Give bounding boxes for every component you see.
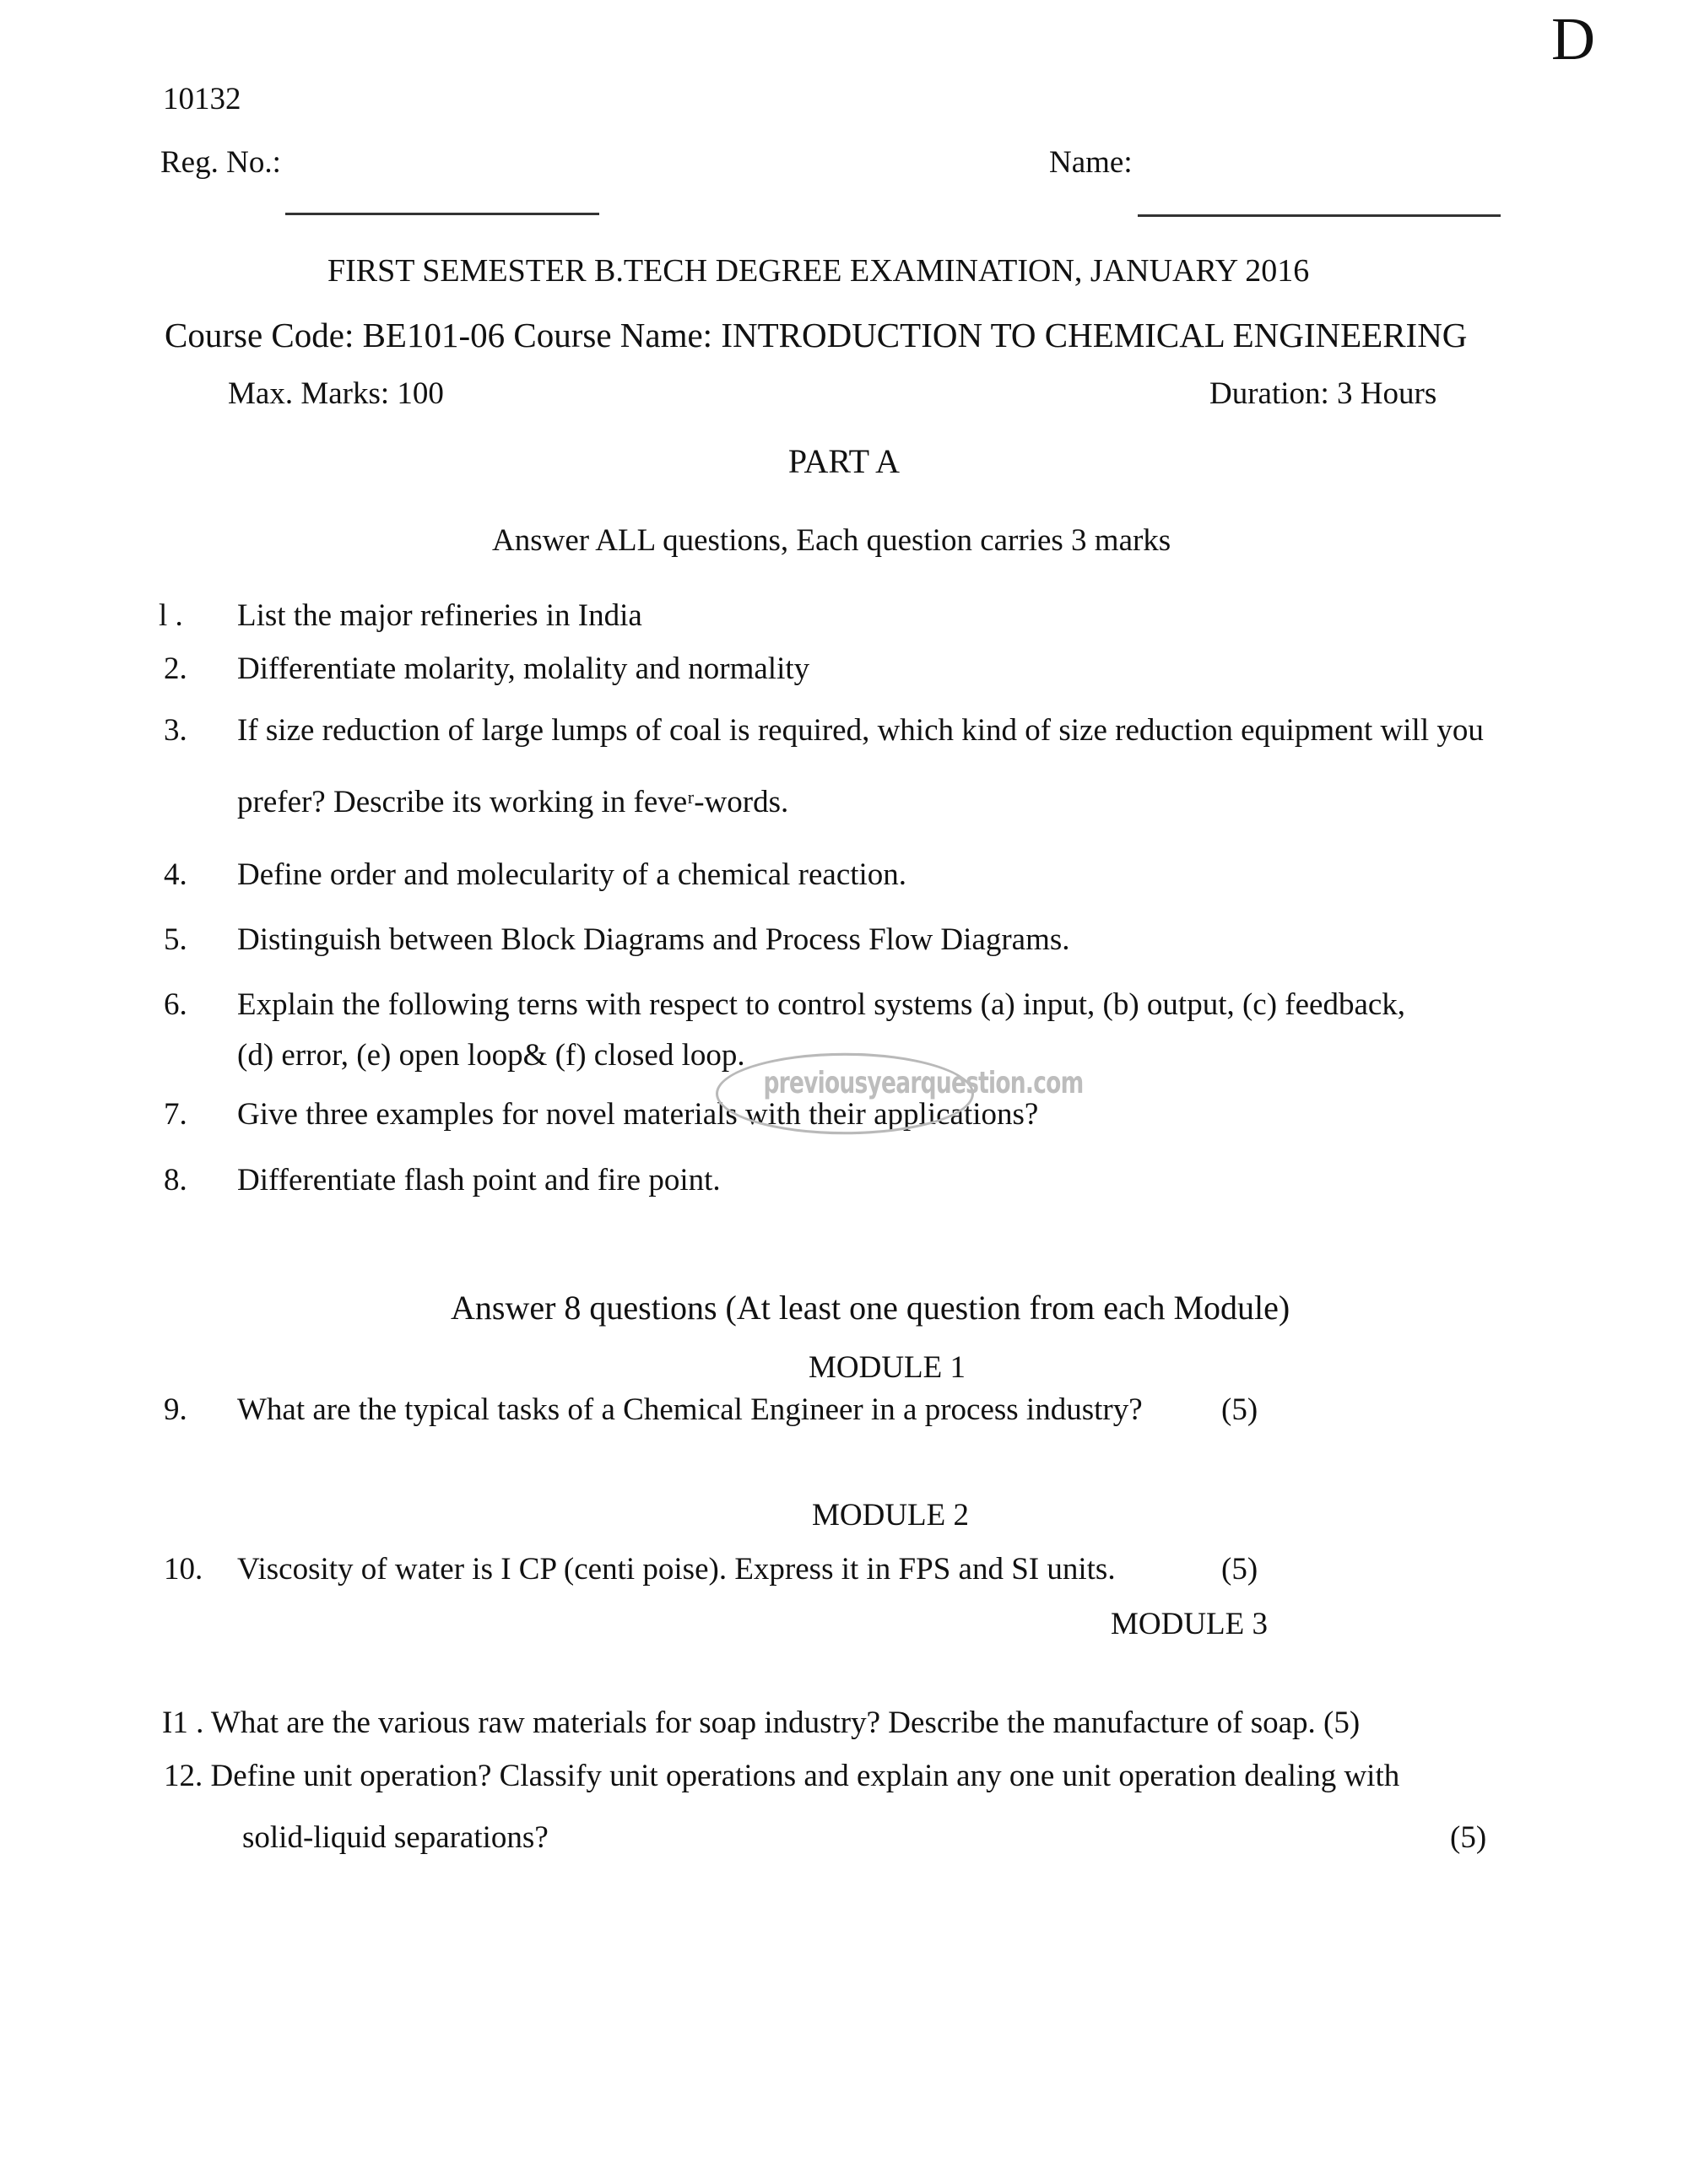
module-3-title: MODULE 3: [1111, 1607, 1269, 1641]
module-1-title: MODULE 1: [809, 1350, 966, 1385]
question-text: Define order and molecularity of a chemical reaction.: [237, 857, 907, 892]
question-text: Viscosity of water is I CP (centi poise). Express it in FPS and SI units.: [237, 1552, 1116, 1587]
question-number: 4.: [164, 857, 187, 892]
duration: Duration: 3 Hours: [1209, 376, 1437, 411]
question-marks: (5): [1450, 1820, 1487, 1855]
question-text: 12. Define unit operation? Classify unit operations and explain any one unit operation dealing with: [164, 1759, 1400, 1793]
question-marks: (5): [1221, 1552, 1258, 1587]
question-number: 8.: [164, 1163, 187, 1197]
question-number: 3.: [164, 713, 187, 748]
question-text-continued: solid-liquid separations?: [242, 1820, 549, 1855]
course-line: Course Code: BE101-06 Course Name: INTRODUCTION TO CHEMICAL ENGINEERING: [165, 316, 1468, 354]
watermark-stamp: [716, 1053, 1084, 1135]
question-number: 2.: [164, 651, 187, 686]
question-number: 10.: [164, 1552, 203, 1587]
part-a-title: PART A: [787, 442, 901, 480]
reg-no-label: Reg. No.:: [160, 145, 281, 180]
name-line: [1138, 214, 1501, 217]
series-code: D: [1551, 5, 1595, 73]
part-b-instruction: Answer 8 questions (At least one question from each Module): [451, 1289, 1290, 1327]
paper-code: 10132: [163, 82, 241, 116]
question-text-continued: (d) error, (e) open loop& (f) closed loop.: [237, 1038, 745, 1073]
question-text: What are the typical tasks of a Chemical Engineer in a process industry?: [237, 1392, 1143, 1427]
question-text: Give three examples for novel materials with their applications?: [237, 1097, 1039, 1132]
module-2-title: MODULE 2: [812, 1498, 970, 1533]
question-number: l .: [159, 598, 183, 633]
question-number: 6.: [164, 987, 187, 1022]
watermark-text: previousyearquestion.com: [763, 1065, 1084, 1101]
exam-title: FIRST SEMESTER B.TECH DEGREE EXAMINATION, JANUARY 2016: [327, 253, 1310, 289]
question-text: Distinguish between Block Diagrams and Process Flow Diagrams.: [237, 922, 1070, 957]
reg-no-line: [285, 213, 599, 215]
max-marks: Max. Marks: 100: [228, 376, 444, 411]
question-marks: (5): [1221, 1392, 1258, 1427]
question-text: If size reduction of large lumps of coal is required, which kind of size reduction equipment will you: [237, 713, 1484, 748]
question-text: Explain the following terns with respect to control systems (a) input, (b) output, (c) feedback,: [237, 987, 1406, 1022]
question-text-continued: prefer? Describe its working in feveʳ-words.: [237, 785, 789, 819]
question-text: I1 . What are the various raw materials for soap industry? Describe the manufacture of soap. (5): [162, 1706, 1361, 1740]
question-text: Differentiate flash point and fire point.: [237, 1163, 721, 1197]
question-text: List the major refineries in India: [237, 598, 642, 633]
name-label: Name:: [1049, 145, 1133, 180]
question-number: 9.: [164, 1392, 187, 1427]
question-number: 7.: [164, 1097, 187, 1132]
question-text: Differentiate molarity, molality and normality: [237, 651, 810, 686]
part-a-instruction: Answer ALL questions, Each question carries 3 marks: [492, 523, 1171, 558]
question-number: 5.: [164, 922, 187, 957]
